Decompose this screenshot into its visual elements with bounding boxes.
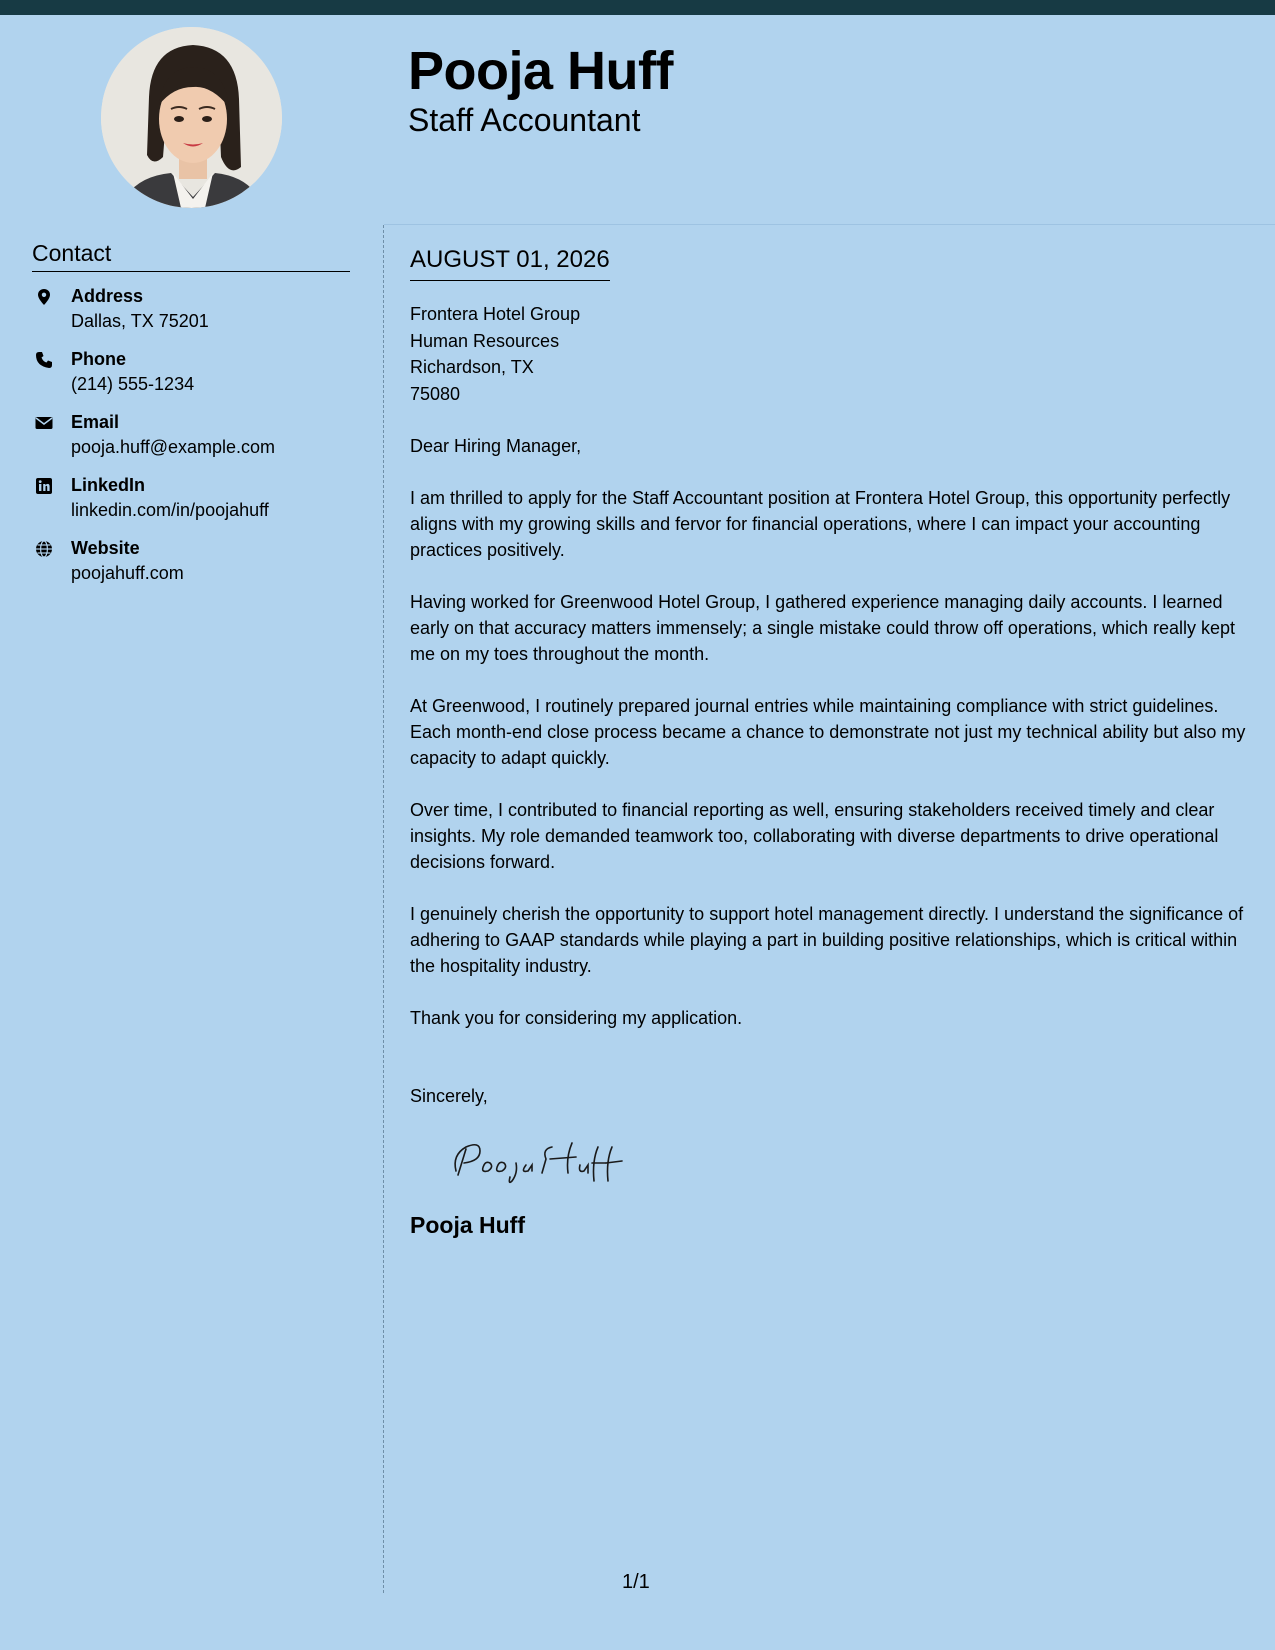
column-divider	[383, 225, 384, 1593]
candidate-name: Pooja Huff	[408, 41, 673, 101]
phone-icon	[35, 351, 53, 369]
contact-value[interactable]: poojahuff.com	[71, 563, 184, 583]
globe-icon	[35, 540, 53, 558]
recipient-line: Richardson, TX	[410, 357, 534, 377]
body-paragraph: I am thrilled to apply for the Staff Accountant position at Frontera Hotel Group, this opportunity perfectly aligns with my growing skills and fervor for financial operations, where I can impact your accounting practices positively.	[410, 488, 1231, 560]
contact-label: Address	[71, 286, 144, 306]
body-paragraph: Thank you for considering my application.	[410, 1008, 743, 1028]
contact-label: LinkedIn	[71, 475, 146, 495]
recipient-line: Frontera Hotel Group	[410, 304, 581, 324]
map-pin-icon	[35, 288, 53, 306]
contact-value[interactable]: linkedin.com/in/poojahuff	[71, 500, 269, 520]
salutation: Dear Hiring Manager,	[410, 436, 582, 456]
profile-photo	[101, 27, 282, 208]
letter-date: AUGUST 01, 2026	[410, 245, 610, 281]
contact-item-phone	[32, 348, 362, 411]
recipient-line: 75080	[410, 383, 461, 404]
linkedin-icon	[35, 477, 53, 495]
body-paragraph: Having worked for Greenwood Hotel Group, I gathered experience managing daily accounts. I learned early on that accuracy matters immensely; a single mistake could throw off operations, which really kept me on my toes throughout the month.	[410, 592, 1236, 664]
candidate-title: Staff Accountant	[408, 102, 641, 138]
body-paragraph: Over time, I contributed to financial reporting as well, ensuring stakeholders received timely and clear insights. My role demanded teamwork too, collaborating with diverse departments to drive operational decisions forward.	[410, 800, 1219, 872]
top-bar	[0, 0, 1275, 15]
closing: Sincerely,	[410, 1086, 488, 1106]
contact-label: Phone	[71, 349, 127, 369]
contact-value[interactable]: pooja.huff@example.com	[71, 437, 276, 457]
handwritten-signature	[446, 1137, 1260, 1192]
signer-name: Pooja Huff	[410, 1212, 525, 1238]
contact-label: Website	[71, 538, 140, 558]
contact-value: Dallas, TX 75201	[71, 311, 209, 331]
contact-label: Email	[71, 412, 120, 432]
page-number: 1/1	[622, 1571, 650, 1593]
recipient-block	[410, 301, 1260, 407]
body-paragraph: I genuinely cherish the opportunity to support hotel management directly. I understand the significance of adhering to GAAP standards while playing a part in building positive relationships, which is critical within the hospitality industry.	[410, 904, 1244, 976]
contact-value: (214) 555-1234	[71, 374, 195, 394]
contact-heading: Contact	[32, 240, 350, 272]
recipient-line: Human Resources	[410, 330, 560, 351]
contact-item-website	[32, 537, 362, 600]
contact-item-address	[32, 285, 362, 348]
contact-item-linkedin	[32, 474, 362, 537]
body-paragraph: At Greenwood, I routinely prepared journal entries while maintaining compliance with strict guidelines. Each month-end close process became a chance to demonstrate not just my technical ability but also my capacity to adapt quickly.	[410, 696, 1246, 768]
contact-list	[32, 285, 362, 600]
envelope-icon	[35, 414, 53, 432]
header-divider	[384, 224, 1275, 225]
contact-item-email	[32, 411, 362, 474]
cover-letter	[410, 245, 1260, 1238]
